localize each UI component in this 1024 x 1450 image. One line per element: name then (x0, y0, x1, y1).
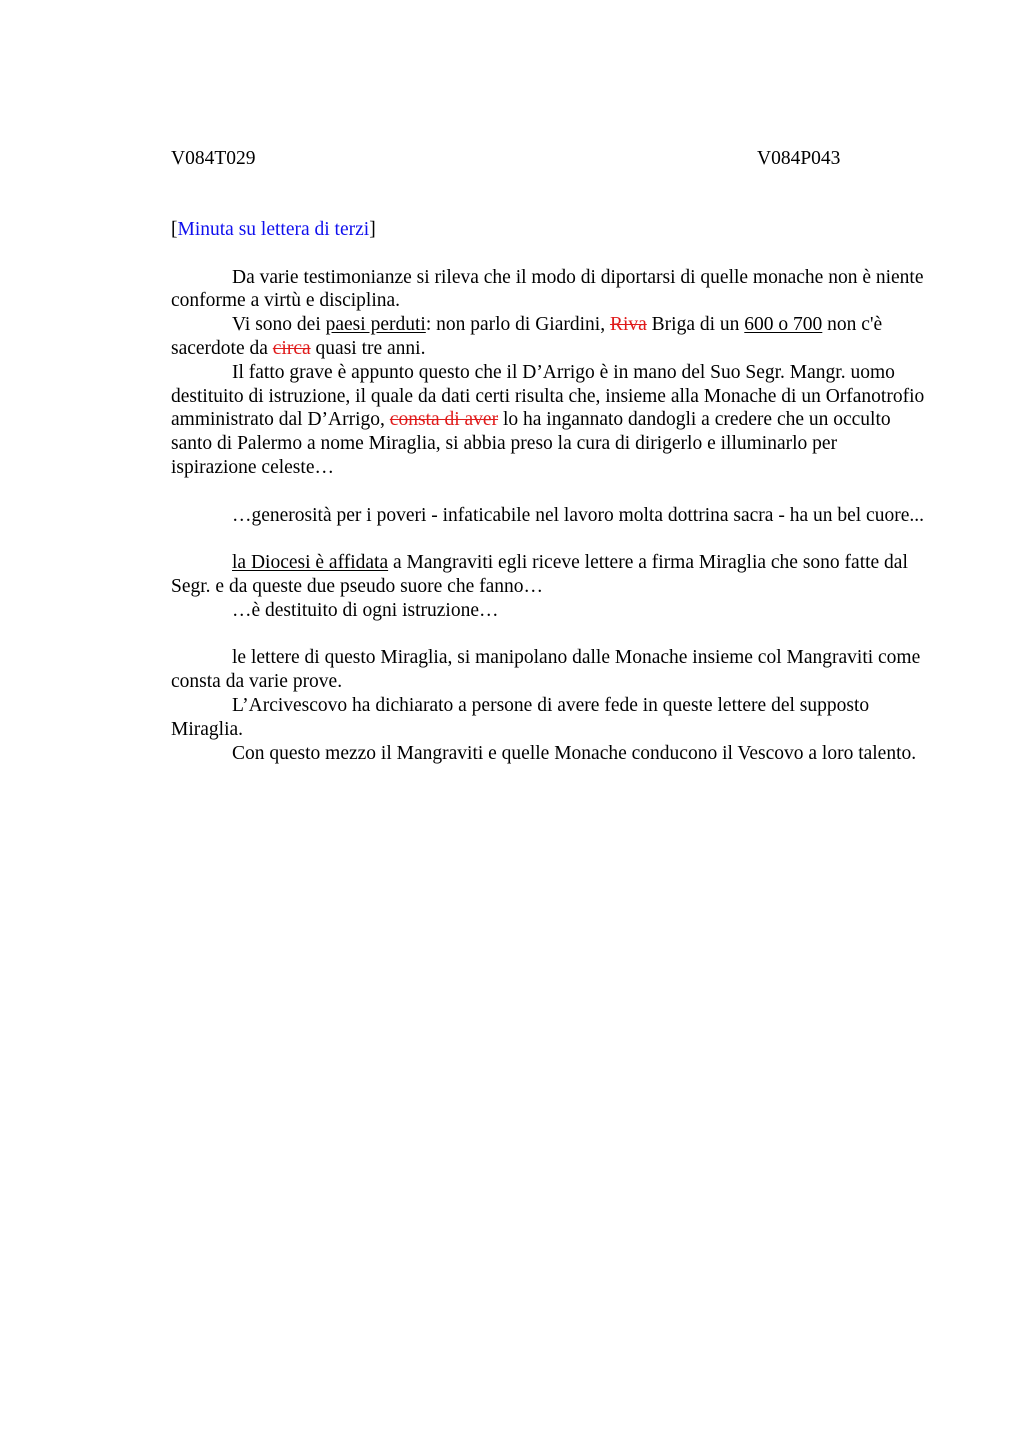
p2-text-4: non c'è sacerdote da (171, 314, 883, 359)
paragraph-7: le lettere di questo Miraglia, si manipolano dalle Monache insieme col Mangraviti come consta da varie prove. (171, 647, 921, 693)
paragraph-2 (171, 313, 926, 361)
paragraph-8: L’Arcivescovo ha dichiarato a persone di avere fede in queste lettere del supposto Miraglia. (171, 694, 870, 740)
p3-deletion-1: consta di aver (389, 409, 499, 431)
p2-deletion-1: Riva (609, 314, 647, 336)
p2-text-2: : non parlo di Giardini, (425, 314, 610, 336)
p2-underlined-2: 600 o 700 (744, 314, 823, 336)
paragraph-3 (171, 361, 926, 480)
header-right-code: V084P043 (757, 148, 841, 169)
p2-text-5: quasi tre anni. (310, 337, 426, 359)
p3-text-2: lo ha ingannato dandogli a credere che un occulto santo di Palermo a nome Miraglia, si abbia preso la cura di dirigerlo e illuminarlo per ispirazione celeste… (171, 409, 891, 478)
header-left-code: V084T029 (171, 148, 256, 169)
note-label: Minuta su lettera di terzi (177, 219, 370, 240)
paragraph-6: …è destituito di ogni istruzione… (232, 599, 499, 621)
document-body (171, 218, 926, 765)
p3-text-1: Il fatto grave è appunto questo che il D’Arrigo è in mano del Suo Segr. Mangr. uomo destituito di istruzione, il quale da dati certi risulta che, insieme alla Monache di un Orfanotrofio amministrato dal D’Arrigo, (171, 361, 925, 431)
paragraph-5 (171, 551, 926, 599)
note-close-bracket: ] (369, 219, 376, 240)
p2-deletion-2: circa (272, 337, 311, 359)
note-open-bracket: [ (171, 219, 178, 240)
paragraph-1: Da varie testimonianze si rileva che il modo di diportarsi di quelle monache non è niente conforme a virtù e disciplina. (171, 266, 924, 312)
p2-text-1: Vi sono dei (232, 314, 326, 336)
editorial-note (171, 218, 926, 242)
paragraph-4: …generosità per i poveri - infaticabile nel lavoro molta dottrina sacra - ha un bel cuore... (232, 504, 924, 526)
p2-text-3: Briga di un (646, 314, 745, 336)
p2-underlined-1: paesi perduti (325, 314, 426, 336)
p5-underlined-1: la Diocesi è affidata (232, 552, 389, 574)
paragraph-9: Con questo mezzo il Mangraviti e quelle Monache conducono il Vescovo a loro talento. (232, 742, 917, 764)
p5-text-1: a Mangraviti egli riceve lettere a firma Miraglia che sono fatte dal Segr. e da queste due pseudo suore che fanno… (171, 552, 908, 597)
